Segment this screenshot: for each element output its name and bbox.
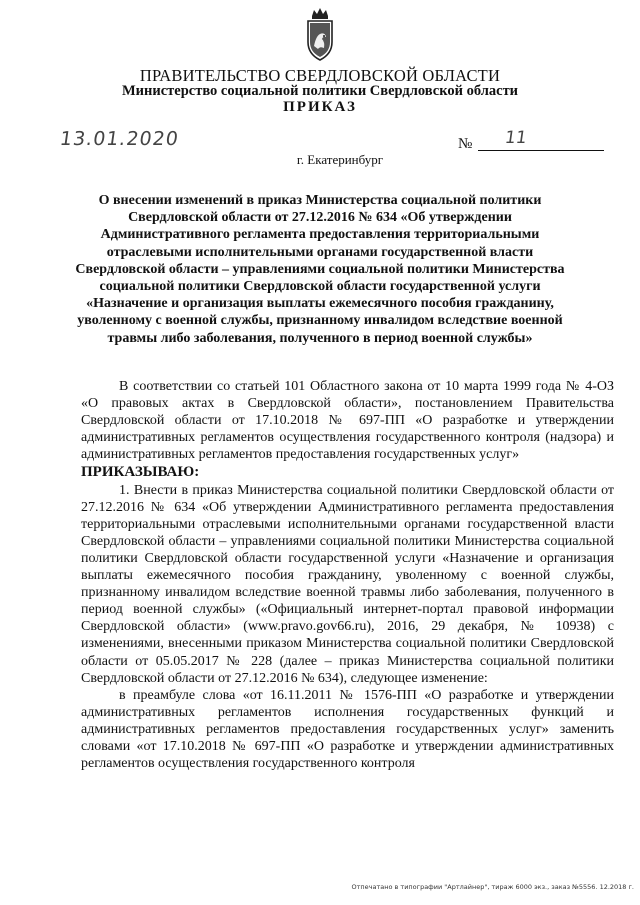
order-number: 11 — [503, 128, 529, 148]
coat-of-arms-icon — [303, 6, 337, 62]
government-name: ПРАВИТЕЛЬСТВО СВЕРДЛОВСКОЙ ОБЛАСТИ — [139, 66, 501, 85]
print-footnote: Отпечатано в типографии "Артлайнер", тираж 6000 экз., заказ №5556. 12.2018 г. — [351, 883, 634, 891]
order-date: 13.01.2020 — [58, 128, 181, 150]
city: г. Екатеринбург — [296, 152, 384, 167]
item-1-paragraph: 1. Внести в приказ Министерства социальной политики Свердловской области от 27.12.2016 № 634 «Об утверждении Административного регламента предоставления территориальными отраслевыми исполнительными органами государственной власти Свердловской области – управлениями социальной политики Министерства социальной политики Свердловской области государственной услуги «Назначение и организация выплаты ежемесячного пособия гражданину, уволенному с военной службы, признанному инвалидом вследствие военной травмы либо заболевания, полученного в период военной службы» («Официальный интернет-портал правовой информации Свердловской области» (www.pravo.gov66.ru), 2016, 29 декабря, № 10938) с изменениями, внесенными приказом Министерства социальной политики Свердловской области от 05.05.2017 № 228 (далее – приказ Министерства социальной политики Свердловской области от 27.12.2016 № 634), следующее изменение: — [81, 482, 614, 686]
ministry-name: Министерство социальной политики Свердловской области — [121, 83, 519, 99]
order-title: О внесении изменений в приказ Министерства социальной политики Свердловской области от 27.12.2016 № 634 «Об утверждении Административного регламента предоставления территориальными отраслевыми исполнительными органами государственной власти Свердловской области – управлениями социальной политики Министерства социальной политики Свердловской области государственной услуги «Назначение и организация выплаты ежемесячного пособия гражданину, уволенному с военной службы, признанному инвалидом вследствие военной травмы либо заболевания, полученного в период военной службы» — [75, 193, 565, 346]
intro-paragraph: В соответствии со статьей 101 Областного закона от 10 марта 1999 года № 4-ОЗ «О правовых актах в Свердловской области», постановлением Правительства Свердловской области от 17.10.2018 № 697-ПП «О разработке и утверждении административных регламентов осуществления государственного контроля (надзора) и административных регламентов предоставления государственных услуг» — [81, 379, 614, 463]
preamble-paragraph: в преамбуле слова «от 16.11.2011 № 1576-ПП «О разработке и утверждении административных регламентов исполнения государственных функций и административных регламентов предоставления государственных услуг» заменить словами «от 17.10.2018 № 697-ПП «О разработке и утверждении административных регламентов осуществления государственного контроля — [81, 687, 614, 772]
order-word: ПРИКАЗЫВАЮ: — [81, 464, 200, 481]
number-underline — [478, 150, 604, 151]
order-body — [81, 378, 614, 772]
number-sign: № — [458, 136, 473, 152]
document-type: ПРИКАЗ — [283, 99, 357, 115]
